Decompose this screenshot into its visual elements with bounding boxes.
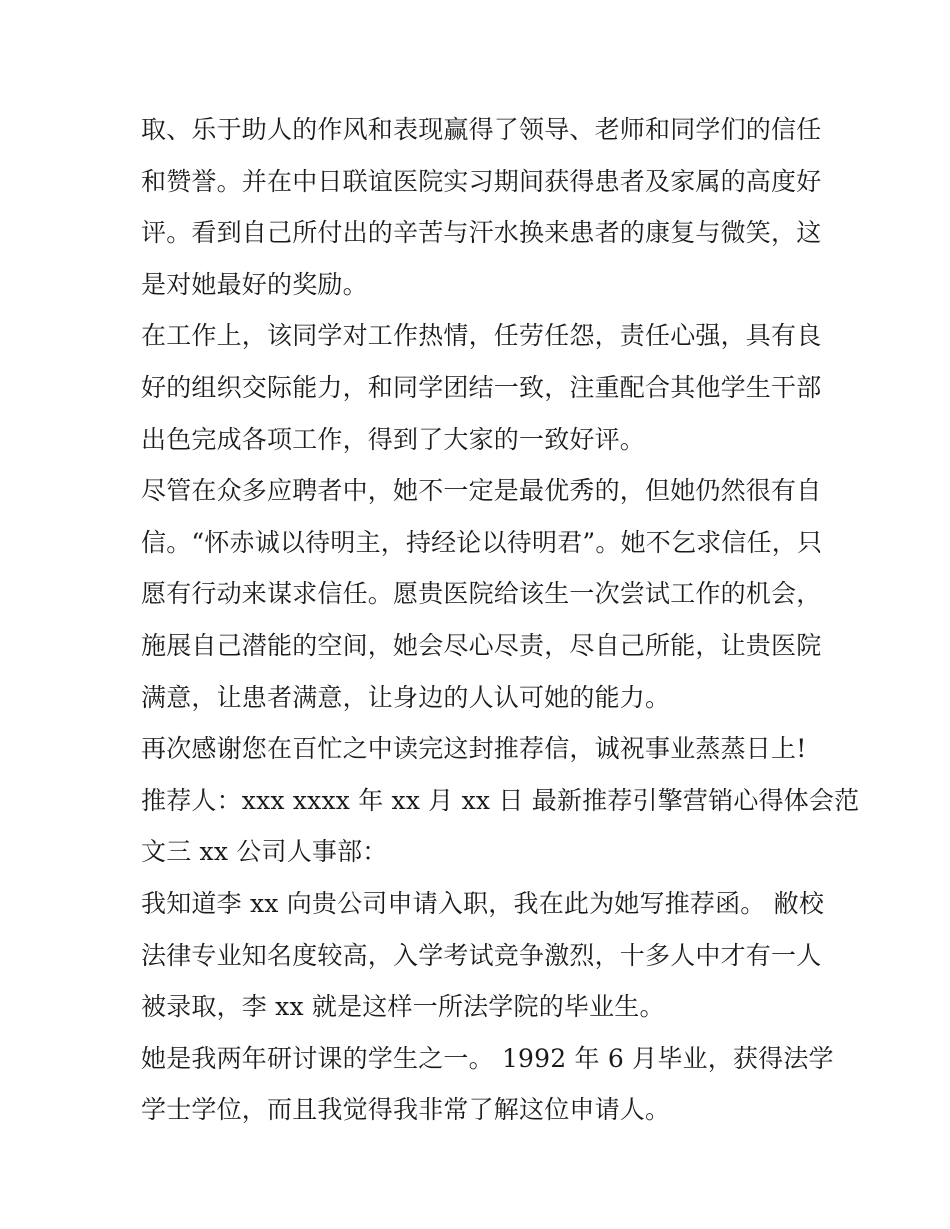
text-line: 学士学位，而且我觉得我非常了解这位申请人。 bbox=[141, 1095, 671, 1125]
text-line: 和赞誉。并在中日联谊医院实习期间获得患者及家属的高度好 bbox=[141, 166, 822, 196]
text-line: 在工作上，该同学对工作热情，任劳任怨，责任心强，具有良 bbox=[141, 321, 822, 351]
text-line: 我知道李 xx 向贵公司申请入职，我在此为她写推荐函。 敝校 bbox=[141, 888, 825, 918]
text-line: 评。看到自己所付出的辛苦与汗水换来患者的康复与微笑，这 bbox=[141, 218, 822, 248]
text-line: 再次感谢您在百忙之中读完这封推荐信，诚祝事业蒸蒸日上! bbox=[141, 734, 807, 764]
text-line: 出色完成各项工作，得到了大家的一致好评。 bbox=[141, 424, 646, 454]
text-line: 好的组织交际能力，和同学团结一致，注重配合其他学生干部 bbox=[141, 372, 822, 402]
text-line: 推荐人：xxx xxxx 年 xx 月 xx 日 最新推荐引擎营销心得体会范 bbox=[141, 785, 860, 815]
text-line: 施展自己潜能的空间，她会尽心尽责，尽自己所能，让贵医院 bbox=[141, 630, 822, 660]
text-line: 是对她最好的奖励。 bbox=[141, 269, 368, 299]
text-line: 法律专业知名度较高，入学考试竞争激烈，十多人中才有一人 bbox=[141, 940, 822, 970]
text-line: 满意，让患者满意，让身边的人认可她的能力。 bbox=[141, 682, 671, 712]
text-line: 取、乐于助人的作风和表现赢得了领导、老师和同学们的信任 bbox=[141, 115, 822, 144]
text-line: 她是我两年研讨课的学生之一。 1992 年 6 月毕业，获得法学 bbox=[141, 1043, 834, 1073]
document-body bbox=[141, 104, 860, 1136]
text-line: 文三 xx 公司人事部： bbox=[141, 837, 388, 867]
text-line: 被录取，李 xx 就是这样一所法学院的毕业生。 bbox=[141, 992, 665, 1022]
text-line: 信。“怀赤诚以待明主，持经论以待明君”。她不乞求信任，只 bbox=[141, 527, 823, 557]
text-line: 尽管在众多应聘者中，她不一定是最优秀的，但她仍然很有自 bbox=[141, 476, 822, 506]
text-line: 愿有行动来谋求信任。愿贵医院给该生一次尝试工作的机会， bbox=[141, 579, 822, 609]
